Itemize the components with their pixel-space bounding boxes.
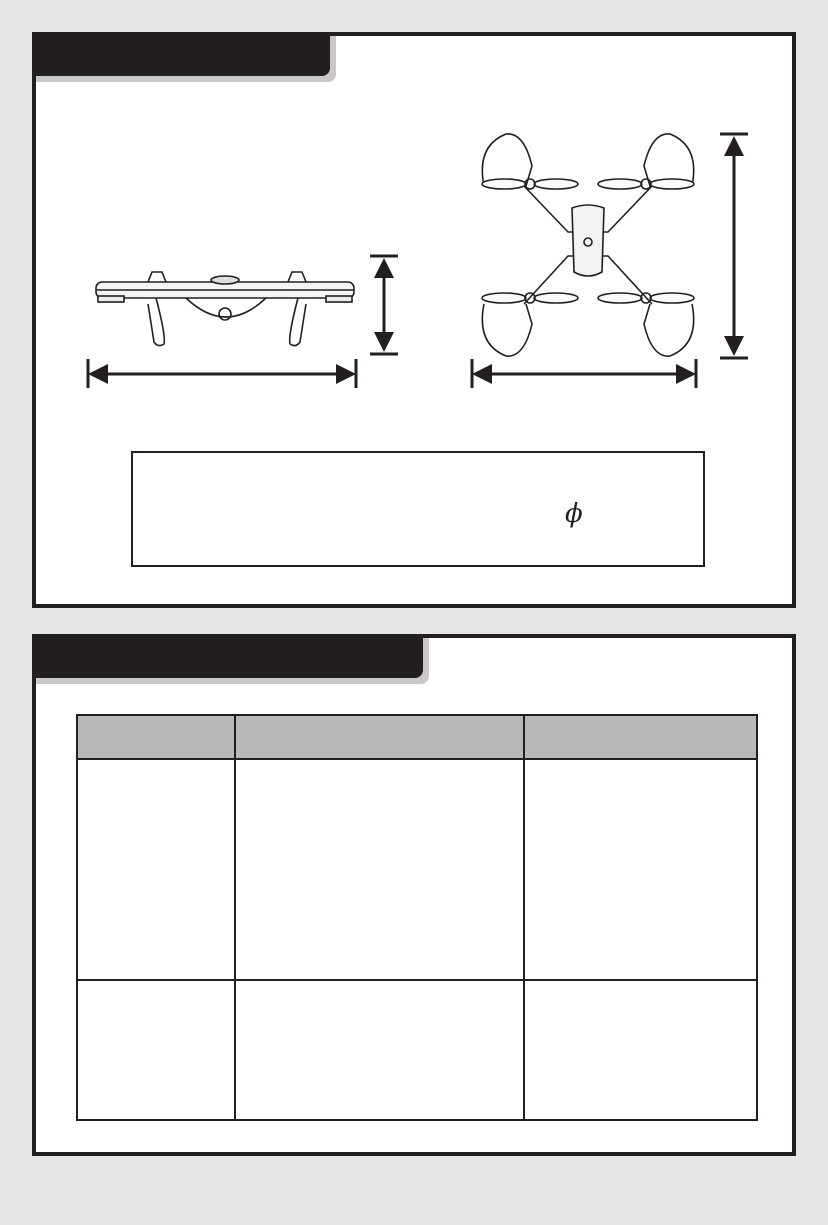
- drone-side-view: [96, 272, 354, 346]
- table-cell: [235, 980, 524, 1120]
- header-cell-solution: [524, 715, 757, 759]
- table-header-row: [77, 715, 757, 759]
- troubleshooting-table: [76, 714, 758, 1121]
- side-width-arrow: [88, 359, 356, 388]
- table-row: [77, 759, 757, 980]
- diameter-symbol: ϕ: [565, 499, 583, 529]
- specification-panel: [32, 32, 796, 608]
- header-cell-problem: [77, 715, 235, 759]
- header-cell-cause: [235, 715, 524, 759]
- top-height-arrow: [720, 134, 748, 358]
- table-row: [77, 980, 757, 1120]
- specification-box: [131, 451, 705, 567]
- troubleshooting-tab: [36, 638, 423, 678]
- drone-top-view: [482, 134, 694, 356]
- table-cell: [77, 759, 235, 980]
- troubleshooting-panel: [32, 634, 796, 1156]
- table-cell: [524, 980, 757, 1120]
- table-cell: [77, 980, 235, 1120]
- table-cell: [524, 759, 757, 980]
- table-cell: [235, 759, 524, 980]
- top-width-arrow: [472, 359, 696, 388]
- side-height-arrow: [370, 256, 398, 354]
